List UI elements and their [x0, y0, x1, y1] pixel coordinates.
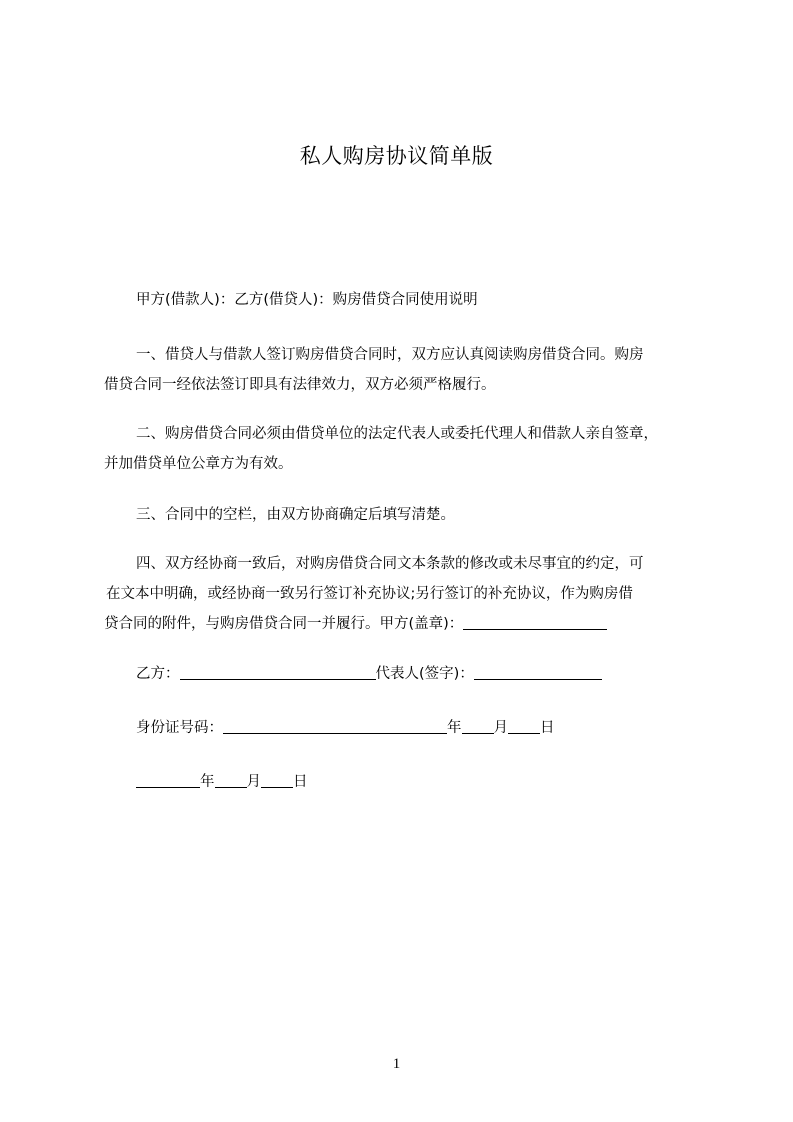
intro-text: 甲方(借款人)：乙方(借贷人)：购房借贷合同使用说明	[136, 292, 478, 308]
clause-2-line-2: 并加借贷单位公章方为有效。	[104, 456, 293, 472]
page-number: 1	[392, 1056, 401, 1072]
date-line	[104, 767, 704, 797]
id-month-label: 月	[493, 720, 508, 736]
clause-4-line-3-text: 贷合同的附件，与购房借贷合同一并履行。甲方(盖章)：	[104, 616, 464, 632]
clause-4-line-2: 在文本中明确，或经协商一致另行签订补充协议;另行签订的补充协议，作为购房借	[106, 586, 633, 602]
id-month-blank[interactable]	[462, 717, 494, 734]
clause-4	[104, 549, 704, 639]
id-number-blank[interactable]	[223, 717, 447, 734]
clause-4-line-1: 四、双方经协商一致后，对购房借贷合同文本条款的修改或未尽事宜的约定，可	[136, 556, 644, 572]
clause-4-line-3	[104, 609, 704, 639]
date-month-label: 月	[246, 774, 261, 790]
id-day-blank[interactable]	[508, 717, 540, 734]
clause-2-line-1: 二、购房借贷合同必须由借贷单位的法定代表人或委托代理人和借款人亲自签章，	[136, 426, 658, 442]
party-b-label: 乙方：	[136, 666, 180, 682]
id-number-label: 身份证号码：	[136, 720, 223, 736]
date-year-label: 年	[200, 774, 215, 790]
representative-label: 代表人(签字)：	[375, 666, 474, 682]
clause-3	[104, 500, 704, 530]
clause-1-line-1: 一、借贷人与借款人签订购房借贷合同时，双方应认真阅读购房借贷合同。购房	[136, 347, 644, 363]
intro-paragraph	[104, 285, 704, 315]
date-row	[104, 767, 704, 797]
clause-1-line-2: 借贷合同一经依法签订即具有法律效力，双方必须严格履行。	[104, 377, 496, 393]
clause-1	[104, 340, 704, 400]
party-b-row	[104, 659, 704, 689]
date-day-label: 日	[293, 774, 308, 790]
document-title: 私人购房协议简单版	[299, 144, 494, 168]
party-b-line	[104, 659, 704, 689]
id-number-line	[104, 713, 704, 743]
id-day-label: 日	[540, 720, 555, 736]
party-b-blank[interactable]	[180, 663, 376, 680]
id-year-label: 年	[447, 720, 462, 736]
date-day-blank[interactable]	[261, 771, 293, 788]
clause-3-line-1: 三、合同中的空栏，由双方协商确定后填写清楚。	[136, 507, 455, 523]
date-month-blank[interactable]	[215, 771, 247, 788]
representative-signature-blank[interactable]	[474, 663, 602, 680]
id-number-row	[104, 713, 704, 743]
date-year-blank[interactable]	[136, 771, 200, 788]
clause-2	[104, 419, 704, 479]
party-a-seal-blank[interactable]	[463, 613, 607, 630]
